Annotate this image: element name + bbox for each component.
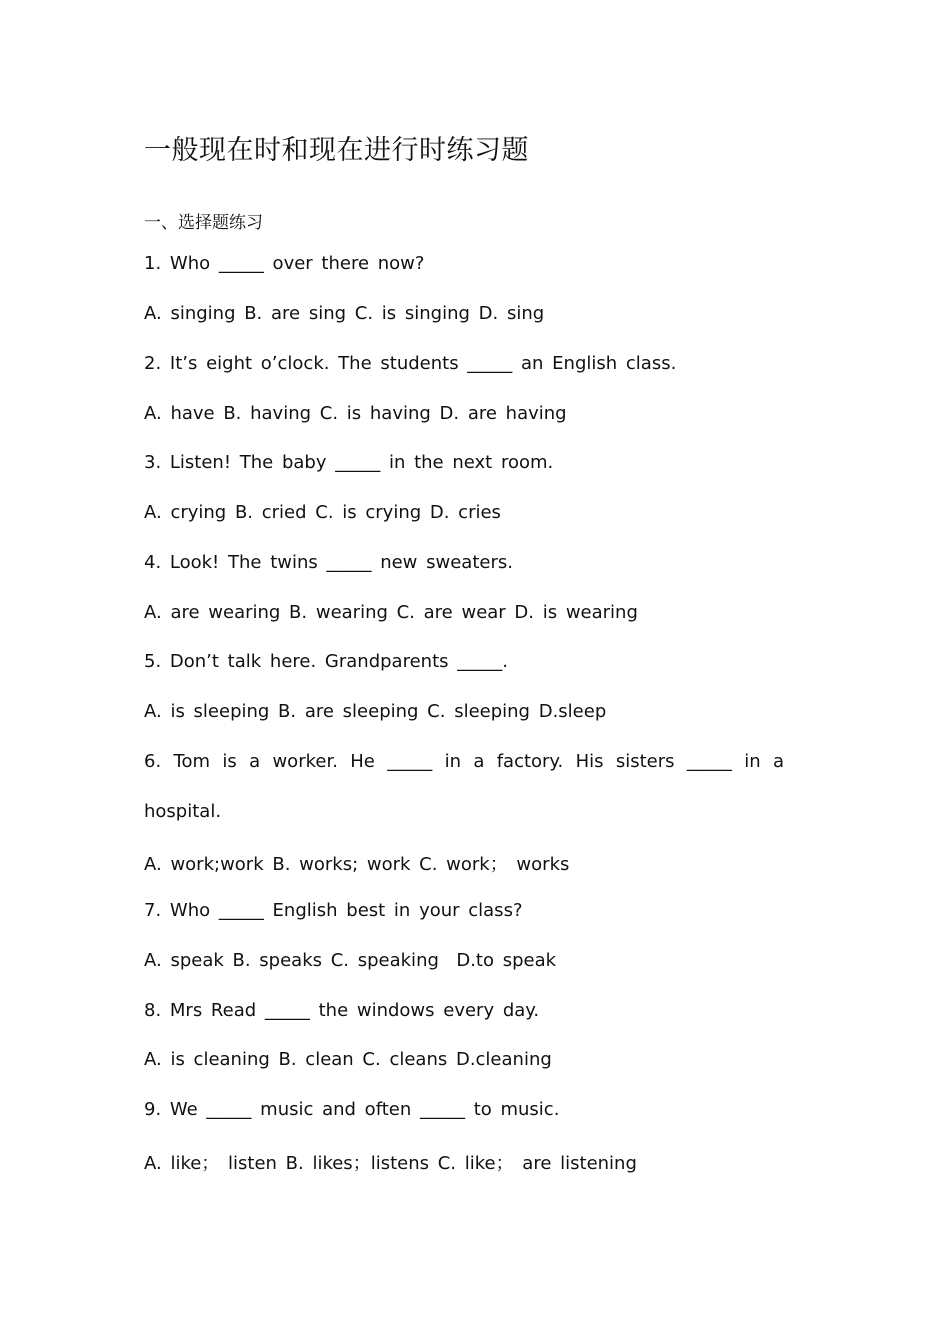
options-7: A. speak B. speaks C. speaking D.to speak xyxy=(144,950,557,971)
section-heading: 一、选择题练习 xyxy=(144,213,263,233)
options-5: A. is sleeping B. are sleeping C. sleeping D.sleep xyxy=(144,701,607,722)
options-2: A. have B. having C. is having D. are having xyxy=(144,403,567,424)
question-8: 8. Mrs Read _____ the windows every day. xyxy=(144,1000,540,1021)
question-7: 7. Who _____ English best in your class? xyxy=(144,900,523,921)
options-1: A. singing B. are sing C. is singing D. sing xyxy=(144,303,545,324)
options-8: A. is cleaning B. clean C. cleans D.cleaning xyxy=(144,1049,552,1070)
options-4: A. are wearing B. wearing C. are wear D. is wearing xyxy=(144,602,638,623)
options-3: A. crying B. cried C. is crying D. cries xyxy=(144,502,501,523)
page-title: 一般现在时和现在进行时练习题 xyxy=(144,135,529,166)
question-1: 1. Who _____ over there now? xyxy=(144,253,425,274)
options-9: A. like； listen B. likes；listens C. like； are listening xyxy=(144,1153,637,1174)
question-6: 6. Tom is a worker. He _____ in a factory. His sisters _____ in a xyxy=(144,751,784,772)
options-6: A. work;work B. works; work C. work； works xyxy=(144,854,570,875)
question-2: 2. It’s eight o’clock. The students _____ an English class. xyxy=(144,353,677,374)
question-4: 4. Look! The twins _____ new sweaters. xyxy=(144,552,513,573)
question-6-continued: hospital. xyxy=(144,801,222,822)
question-5: 5. Don’t talk here. Grandparents _____. xyxy=(144,651,508,672)
question-3: 3. Listen! The baby _____ in the next room. xyxy=(144,452,554,473)
question-9: 9. We _____ music and often _____ to music. xyxy=(144,1099,560,1120)
